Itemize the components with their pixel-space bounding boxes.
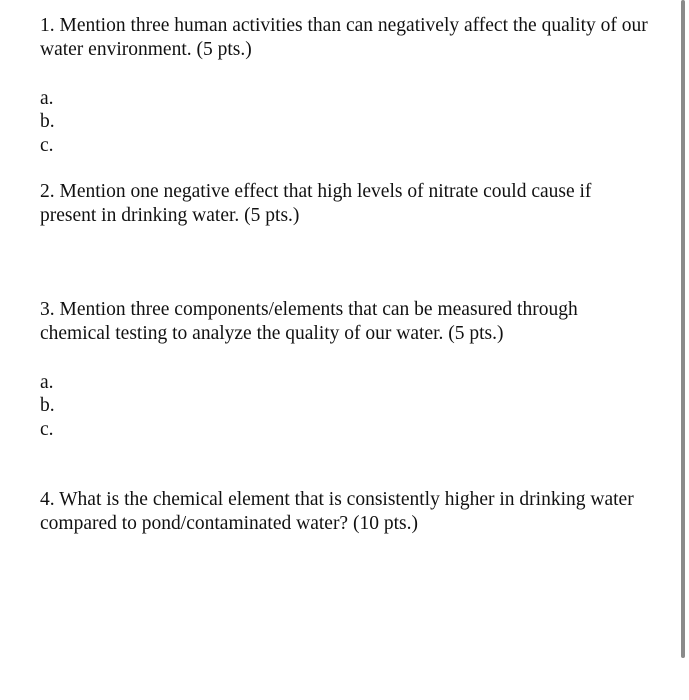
question-1-option-a: a. (40, 88, 54, 109)
question-1-option-b: b. (40, 111, 55, 132)
question-3: 3. Mention three components/elements that can be measured through chemical testing to analyze the quality of our water. (5 pts.) (40, 299, 578, 344)
question-3-option-c: c. (40, 419, 54, 440)
question-4: 4. What is the chemical element that is consistently higher in drinking water compared to pond/contaminated water? (10 pts.) (40, 489, 634, 534)
question-2: 2. Mention one negative effect that high levels of nitrate could cause if present in drinking water. (5 pts.) (40, 181, 592, 226)
question-3-option-a: a. (40, 372, 54, 393)
vertical-scrollbar[interactable] (681, 0, 685, 658)
question-1: 1. Mention three human activities than can negatively affect the quality of our water environment. (5 pts.) (40, 15, 648, 60)
question-1-option-c: c. (40, 135, 54, 156)
question-3-option-b: b. (40, 395, 55, 416)
